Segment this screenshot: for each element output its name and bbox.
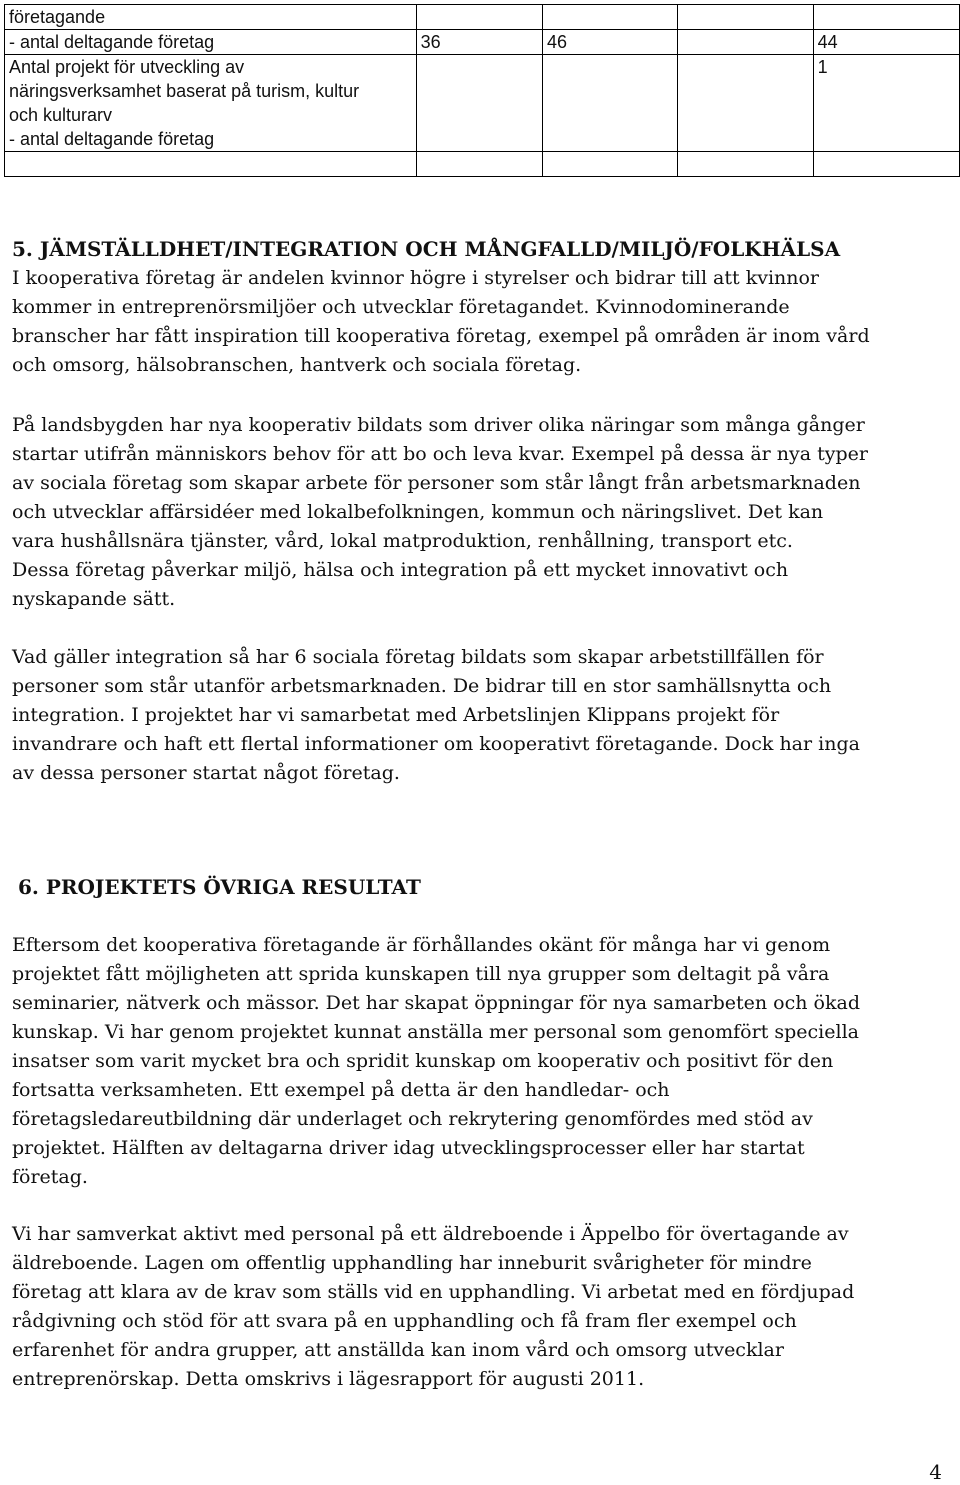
table-cell	[678, 30, 813, 55]
table-cell	[813, 152, 959, 177]
table-row	[5, 152, 960, 177]
text-line: kommer in entreprenörsmiljöer och utvecklar företagandet. Kvinnodominerande	[12, 296, 790, 318]
row-label: Antal projekt för utveckling av	[9, 57, 245, 77]
table-cell	[5, 5, 417, 30]
text-line: projektet fått möjligheten att sprida kunskapen till nya grupper som deltagit på våra	[12, 963, 830, 985]
row-label: företagande	[9, 7, 106, 27]
table-cell	[5, 55, 417, 152]
table-cell	[416, 152, 542, 177]
table-cell	[416, 55, 542, 152]
table-cell	[678, 55, 813, 152]
table-cell	[5, 152, 417, 177]
section-6-paragraph-1	[12, 931, 952, 1192]
text-line: av sociala företag som skapar arbete för personer som står långt från arbetsmarknaden	[12, 472, 861, 494]
section-5-paragraph-3	[12, 643, 952, 788]
text-line: företagsledareutbildning där underlaget och rekrytering genomfördes med stöd av	[12, 1108, 813, 1130]
text-line: branscher har fått inspiration till kooperativa företag, exempel på områden är inom vård	[12, 325, 870, 347]
text-line: av dessa personer startat något företag.	[12, 762, 400, 784]
section-5-paragraph-2	[12, 411, 952, 614]
table-cell: 46	[543, 30, 678, 55]
row-label: näringsverksamhet baserat på turism, kultur	[9, 81, 360, 101]
table-cell	[678, 152, 813, 177]
table-cell	[543, 152, 678, 177]
text-line: företag.	[12, 1166, 88, 1188]
text-line: och utvecklar affärsidéer med lokalbefolkningen, kommun och näringslivet. Det kan	[12, 501, 824, 523]
table-row	[5, 5, 960, 30]
text-line: rådgivning och stöd för att svara på en upphandling och få fram fler exempel och	[12, 1310, 797, 1332]
table-cell	[543, 5, 678, 30]
page-number: 4	[929, 1460, 942, 1484]
text-line: I kooperativa företag är andelen kvinnor högre i styrelser och bidrar till att kvinnor	[12, 267, 820, 289]
text-line: fortsatta verksamheten. Ett exempel på detta är den handledar- och	[12, 1079, 670, 1101]
row-label: - antal deltagande företag	[9, 32, 215, 52]
text-line: företag att klara av de krav som ställs vid en upphandling. Vi arbetat med en fördjupad	[12, 1281, 855, 1303]
text-line: entreprenörskap. Detta omskrivs i lägesrapport för augusti 2011.	[12, 1368, 645, 1390]
results-table	[4, 4, 960, 177]
table-row	[5, 30, 960, 55]
text-line: insatser som varit mycket bra och spridit kunskap om kooperativ och positivt för den	[12, 1050, 834, 1072]
table-cell	[813, 5, 959, 30]
text-line: invandrare och haft ett flertal informationer om kooperativt företagande. Dock har inga	[12, 733, 860, 755]
table-cell: 1	[813, 55, 959, 152]
text-line: seminarier, nätverk och mässor. Det har skapat öppningar för nya samarbeten och ökad	[12, 992, 860, 1014]
table-cell	[5, 30, 417, 55]
row-label: - antal deltagande företag	[9, 129, 215, 149]
section-5-heading: 5. JÄMSTÄLLDHET/INTEGRATION OCH MÅNGFALLD/MILJÖ/FOLKHÄLSA	[12, 237, 841, 261]
table-row	[5, 55, 960, 152]
text-line: Vad gäller integration så har 6 sociala företag bildats som skapar arbetstillfällen för	[12, 646, 824, 668]
table-cell: 36	[416, 30, 542, 55]
section-6-paragraph-2	[12, 1220, 952, 1394]
section-6-heading: 6. PROJEKTETS ÖVRIGA RESULTAT	[18, 875, 421, 899]
text-line: integration. I projektet har vi samarbetat med Arbetslinjen Klippans projekt för	[12, 704, 780, 726]
text-line: kunskap. Vi har genom projektet kunnat anställa mer personal som genomfört speciella	[12, 1021, 859, 1043]
section-5-paragraph-1	[12, 264, 952, 380]
text-line: Dessa företag påverkar miljö, hälsa och integration på ett mycket innovativt och	[12, 559, 789, 581]
table-cell: 44	[813, 30, 959, 55]
table-cell	[416, 5, 542, 30]
table-cell	[543, 55, 678, 152]
text-line: startar utifrån människors behov för att bo och leva kvar. Exempel på dessa är nya typer	[12, 443, 868, 465]
table-cell	[678, 5, 813, 30]
text-line: Vi har samverkat aktivt med personal på ett äldreboende i Äppelbo för övertagande av	[12, 1223, 849, 1245]
text-line: projektet. Hälften av deltagarna driver idag utvecklingsprocesser eller har startat	[12, 1137, 805, 1159]
text-line: Eftersom det kooperativa företagande är förhållandes okänt för många har vi genom	[12, 934, 831, 956]
text-line: och omsorg, hälsobranschen, hantverk och sociala företag.	[12, 354, 582, 376]
text-line: vara hushållsnära tjänster, vård, lokal matproduktion, renhållning, transport etc.	[12, 530, 793, 552]
text-line: personer som står utanför arbetsmarknaden. De bidrar till en stor samhällsnytta och	[12, 675, 832, 697]
text-line: På landsbygden har nya kooperativ bildats som driver olika näringar som många gånger	[12, 414, 865, 436]
text-line: erfarenhet för andra grupper, att anställda kan inom vård och omsorg utvecklar	[12, 1339, 784, 1361]
text-line: nyskapande sätt.	[12, 588, 176, 610]
row-label: och kulturarv	[9, 105, 113, 125]
text-line: äldreboende. Lagen om offentlig upphandling har inneburit svårigheter för mindre	[12, 1252, 812, 1274]
